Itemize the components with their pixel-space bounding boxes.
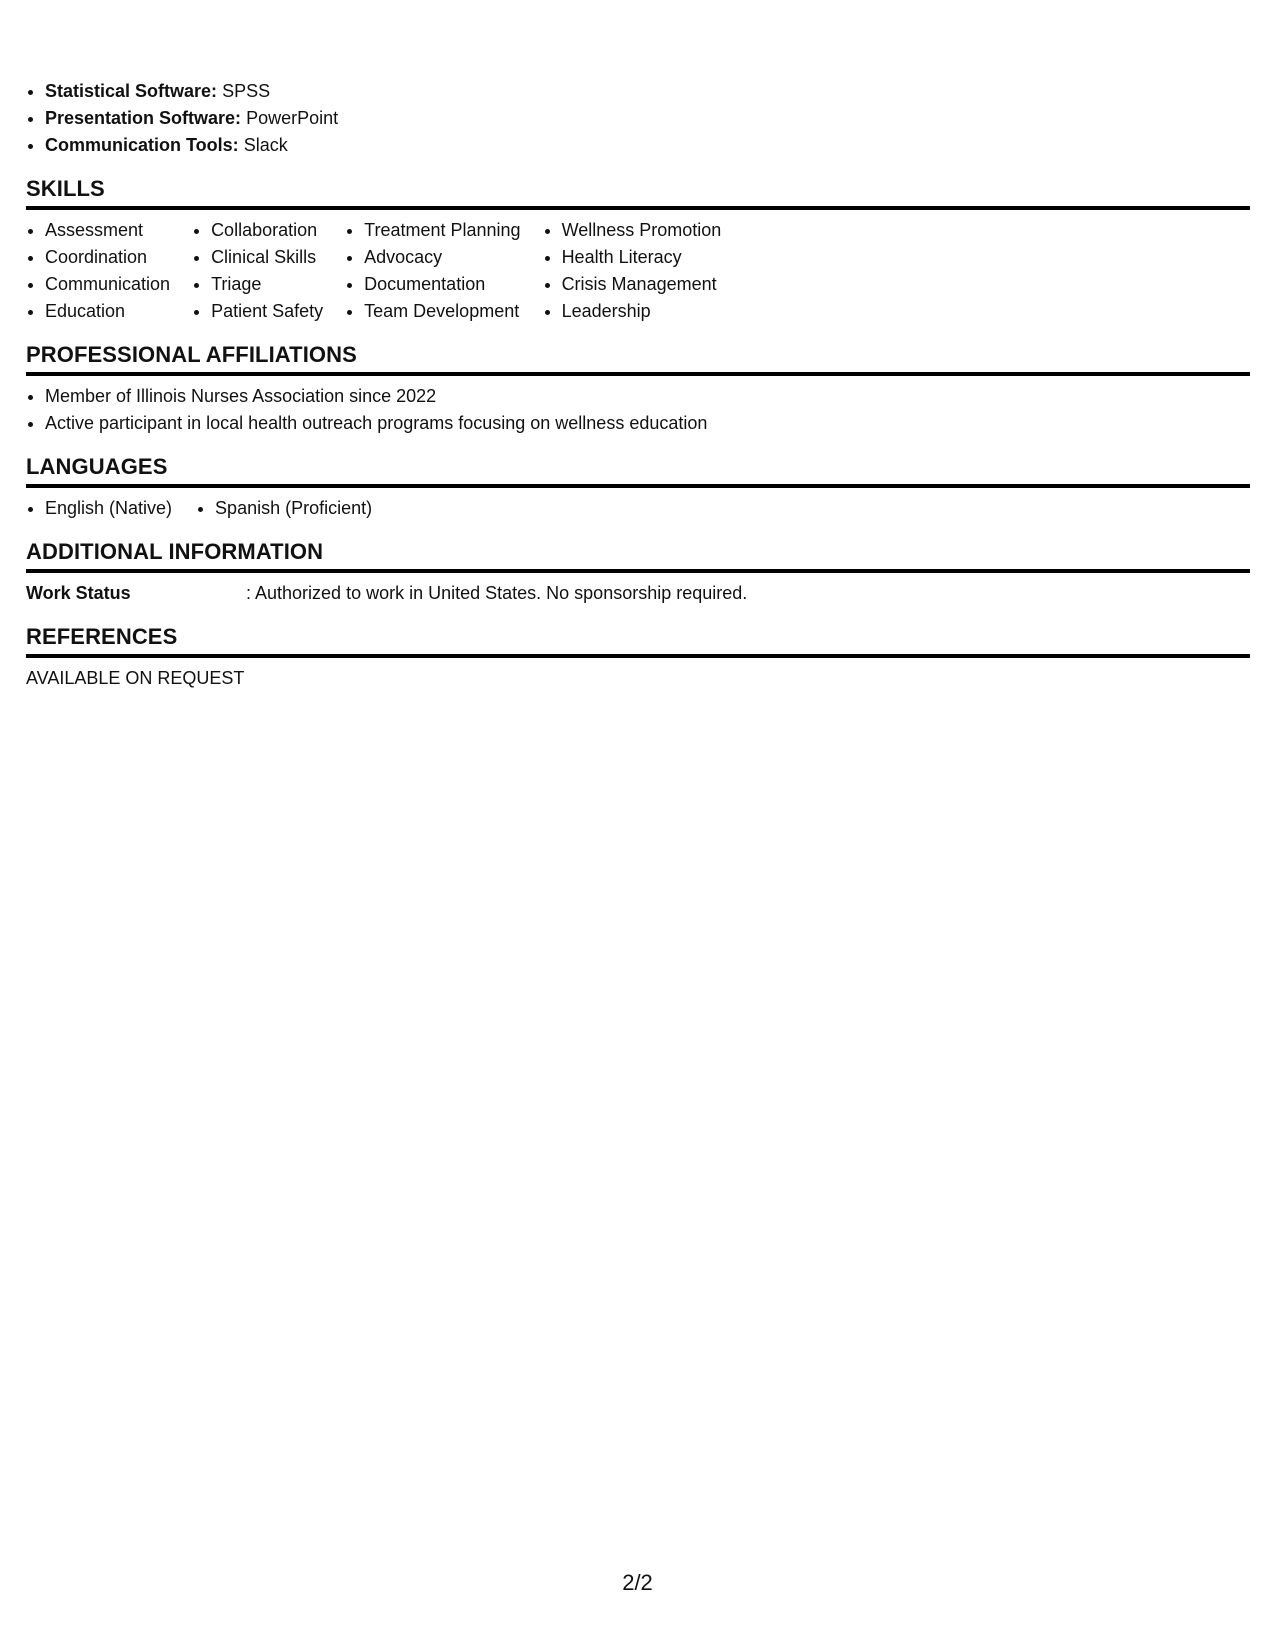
skills-section [26,175,1250,325]
tools-list [26,78,1250,159]
section-heading: ADDITIONAL INFORMATION [26,538,1250,573]
affiliations-list [26,383,1250,437]
list-item: • Crisis Management [562,271,722,298]
list-item: • Triage [211,271,323,298]
skills-grid [26,210,1250,325]
section-heading: LANGUAGES [26,453,1250,488]
tool-value: PowerPoint [246,108,339,128]
references-section [26,623,1250,692]
list-item: • Health Literacy [562,244,722,271]
list-item: • Member of Illinois Nurses Association since 2022 [45,383,1250,410]
languages-list [26,495,172,522]
tool-label: Presentation Software: [45,108,242,128]
languages-section [26,453,1250,522]
tool-label: Statistical Software: [45,81,218,101]
list-item: • Communication [45,271,170,298]
tool-label: Communication Tools: [45,135,239,155]
skills-column [345,217,520,325]
list-item [45,78,1250,105]
work-status-row [26,580,1250,607]
list-item [45,105,1250,132]
section-heading: REFERENCES [26,623,1250,658]
skills-column [26,217,170,325]
skills-column [192,217,323,325]
languages-body [26,488,1250,522]
list-item: • Leadership [562,298,722,325]
affiliations-body [26,376,1250,437]
additional-info-body [26,573,1250,607]
page-number: 2/2 [622,1570,653,1595]
list-item: • Advocacy [364,244,520,271]
list-item: • Education [45,298,170,325]
list-item: • English (Native) [45,495,172,522]
list-item: • Coordination [45,244,170,271]
list-item: • Collaboration [211,217,323,244]
tool-value: SPSS [222,81,271,101]
additional-info-section [26,538,1250,607]
work-status-label: Work Status [26,583,131,603]
tool-value: Slack [243,135,288,155]
languages-list [196,495,372,522]
section-heading: SKILLS [26,175,1250,210]
list-item: • Clinical Skills [211,244,323,271]
list-item: • Team Development [364,298,520,325]
list-item: • Patient Safety [211,298,323,325]
list-item: • Treatment Planning [364,217,520,244]
section-heading: PROFESSIONAL AFFILIATIONS [26,341,1250,376]
list-item: • Wellness Promotion [562,217,722,244]
list-item: • Documentation [364,271,520,298]
skills-column [543,217,722,325]
list-item: • Assessment [45,217,170,244]
list-item [45,132,1250,159]
work-status-value: : Authorized to work in United States. No sponsorship required. [246,583,748,603]
resume-page [26,78,1250,692]
list-item: • Active participant in local health outreach programs focusing on wellness education [45,410,1250,437]
affiliations-section [26,341,1250,437]
references-text: AVAILABLE ON REQUEST [26,668,245,688]
list-item: • Spanish (Proficient) [215,495,372,522]
